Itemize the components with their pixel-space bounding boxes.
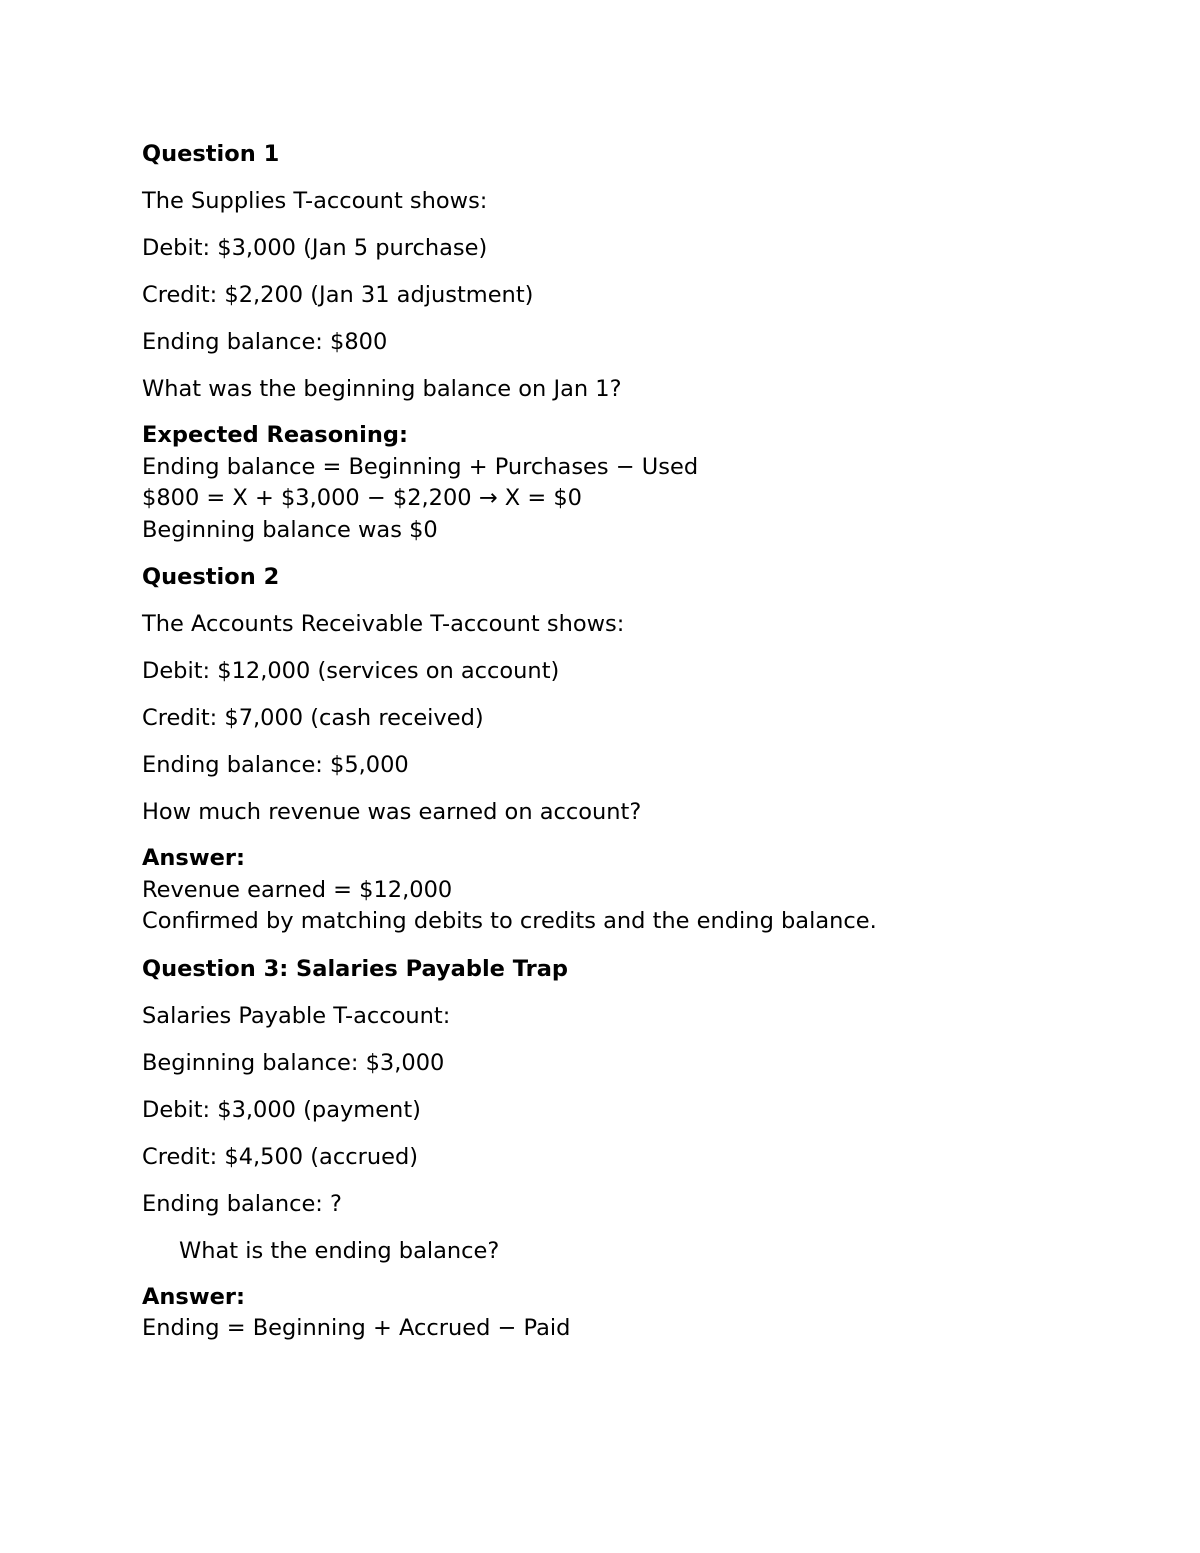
q3-ending: Ending balance: ? (142, 1190, 342, 1217)
q1-reasoning-line: Beginning balance was $0 (142, 516, 438, 543)
q2-debit: Debit: $12,000 (services on account) (142, 658, 560, 684)
q3-beginning: Beginning balance: $3,000 (142, 1049, 445, 1076)
q3-intro: Salaries Payable T-account: (142, 1002, 451, 1029)
q3-heading: Question 3: Salaries Payable Trap (142, 955, 569, 982)
q3-answer-line: Ending = Beginning + Accrued − Paid (142, 1315, 571, 1341)
q2-answer-line: Revenue earned = $12,000 (142, 876, 453, 903)
q2-answer (142, 843, 1142, 938)
q1-reasoning-line: $800 = X + $3,000 − $2,200 → X = $0 (142, 485, 582, 511)
q1-ending: Ending balance: $800 (142, 329, 388, 355)
q1-debit: Debit: $3,000 (Jan 5 purchase) (142, 235, 488, 261)
q1-reasoning-line: Ending balance = Beginning + Purchases − Used (142, 453, 699, 480)
q2-question: How much revenue was earned on account? (142, 799, 642, 825)
q3-answer (142, 1282, 1142, 1345)
q3-credit: Credit: $4,500 (accrued) (142, 1143, 418, 1170)
q1-reasoning-heading: Expected Reasoning: (142, 422, 409, 448)
q1-reasoning (142, 420, 1142, 546)
q2-heading: Question 2 (142, 564, 280, 590)
q3-answer-heading: Answer: (142, 1283, 245, 1310)
document-page (142, 138, 1142, 1360)
q2-answer-line: Confirmed by matching debits to credits and the ending balance. (142, 908, 877, 934)
q3-question: What is the ending balance? (179, 1237, 500, 1264)
q2-ending: Ending balance: $5,000 (142, 752, 409, 778)
q2-answer-heading: Answer: (142, 845, 245, 871)
q1-intro: The Supplies T-account shows: (142, 188, 488, 214)
q1-credit: Credit: $2,200 (Jan 31 adjustment) (142, 282, 534, 308)
q1-question: What was the beginning balance on Jan 1? (142, 376, 622, 402)
q2-credit: Credit: $7,000 (cash received) (142, 705, 484, 731)
q1-heading: Question 1 (142, 141, 280, 167)
q2-intro: The Accounts Receivable T-account shows: (142, 611, 625, 637)
q3-debit: Debit: $3,000 (payment) (142, 1096, 421, 1123)
